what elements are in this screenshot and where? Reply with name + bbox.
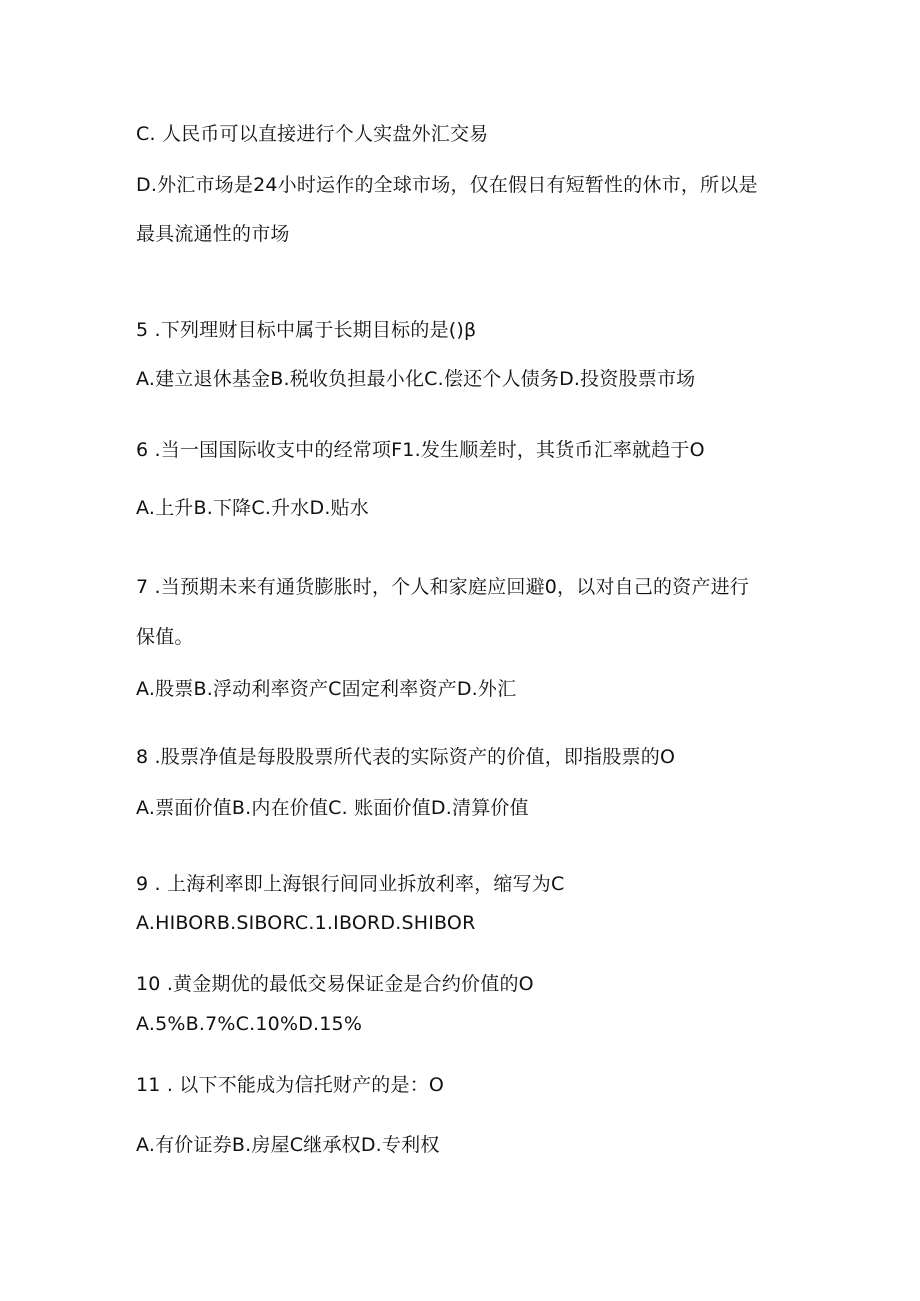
q11-options: A.有价证券B.房屋C继承权D.专利权 [136,1134,440,1156]
q6-options: A.上升B.下降C.升水D.贴水 [136,497,369,519]
q5-question: 5 .下列理财目标中属于长期目标的是()β [136,319,477,341]
q10-options: A.5%B.7%C.10%D.15% [136,1013,363,1035]
q6-question: 6 .当一国国际收支中的经常项F1.发生顺差时，其货币汇率就趋于O [136,439,705,461]
q4-option-c: C. 人民币可以直接进行个人实盘外汇交易 [136,123,489,145]
q8-options: A.票面价值B.内在价值C. 账面价值D.清算价值 [136,797,529,819]
q11-question: 11 . 以下不能成为信托财产的是：O [136,1074,445,1096]
q7-question-line2: 保值。 [136,626,194,648]
q9-options: A.HIBORB.SIBORC.1.IBORD.SHIBOR [136,912,476,934]
q7-options: A.股票B.浮动利率资产C固定利率资产D.外汇 [136,678,517,700]
q4-option-d-line1: D.外汇市场是24小时运作的全球市场，仅在假日有短暂性的休市，所以是 [136,174,758,196]
q4-option-d-line2: 最具流通性的市场 [136,223,290,245]
q7-question-line1: 7 .当预期未来有通货膨胀时，个人和家庭应回避0，以对自己的资产进行 [136,576,750,598]
q9-question: 9 . 上海利率即上海银行间同业拆放利率，缩写为C [136,873,565,895]
q8-question: 8 .股票净值是每股股票所代表的实际资产的价值，即指股票的O [136,746,676,768]
q5-options: A.建立退休基金B.税收负担最小化C.偿还个人债务D.投资股票市场 [136,368,696,390]
q10-question: 10 .黄金期优的最低交易保证金是合约价值的O [136,973,534,995]
